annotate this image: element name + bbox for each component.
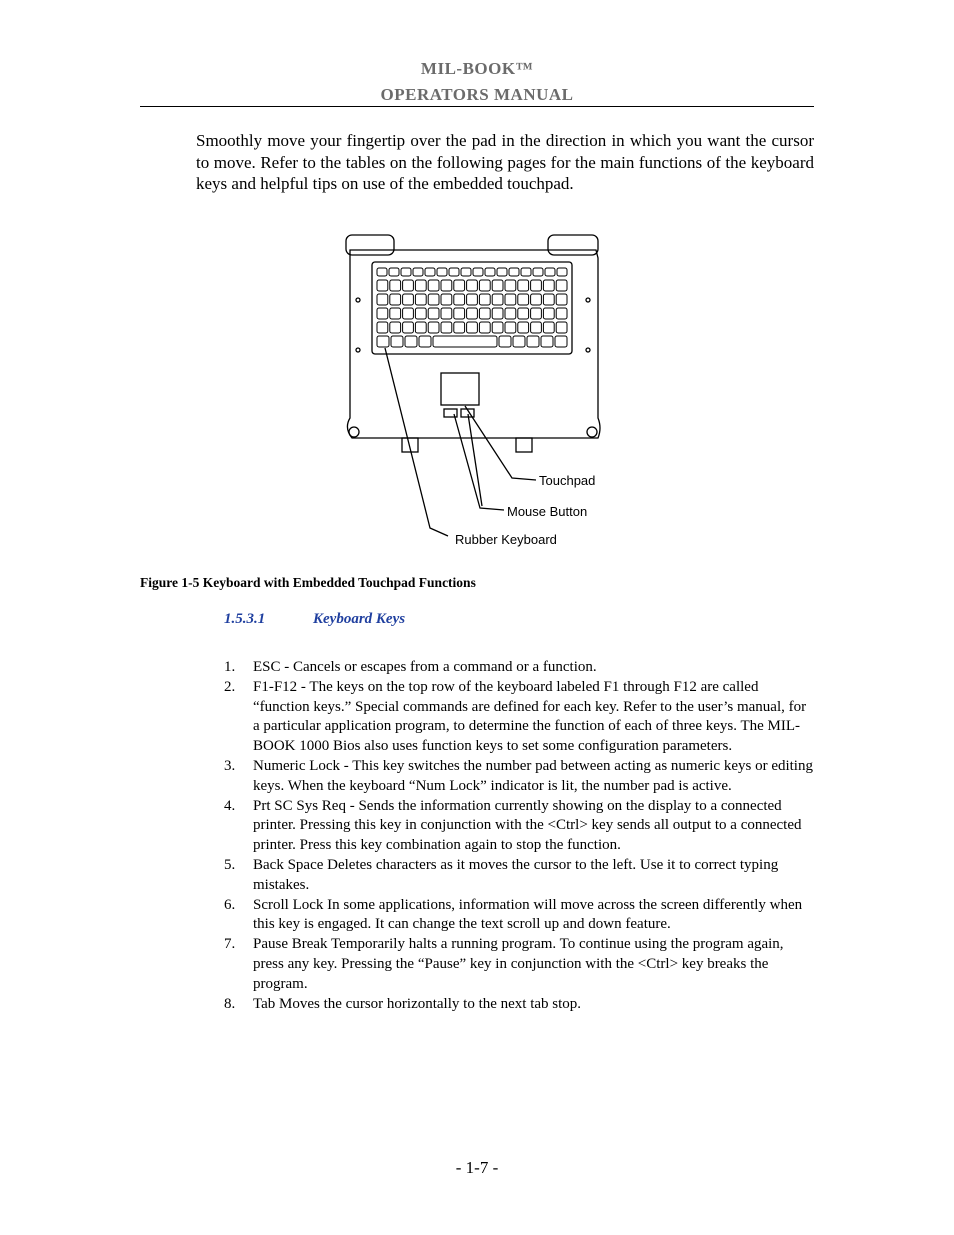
- key: [555, 336, 567, 347]
- touchpad-label: Touchpad: [539, 473, 596, 488]
- key: [401, 268, 411, 276]
- list-item-text: Pause Break Temporarily halts a running program. To continue using the program again, press any key. Pressing the “Pause” key in conjunction with the <Ctrl> key breaks the program.: [253, 936, 784, 992]
- key: [556, 322, 567, 333]
- list-item-text: Prt SC Sys Req - Sends the information currently showing on the display to a connected printer. Pressing this key in conjunction with the <Ctrl> key sends all output to a connected printer. Press this key combination again to stop the function.: [253, 797, 802, 854]
- key: [518, 294, 529, 305]
- rubber-keyboard-leader: [385, 348, 448, 536]
- keyboard-illustration: [330, 228, 620, 558]
- key: [541, 336, 553, 347]
- key: [437, 268, 447, 276]
- list-item: [224, 856, 814, 896]
- key: [505, 294, 516, 305]
- connector: [516, 438, 532, 452]
- key: [543, 280, 554, 291]
- intro-paragraph: Smoothly move your fingertip over the pad in the direction in which you want the cursor to move. Refer to the tables on the following pages for the main functions of the keyboard keys and helpful tips on use of the embedded touchpad.: [196, 131, 814, 193]
- section-number: 1.5.3.1: [224, 611, 266, 627]
- key: [461, 268, 471, 276]
- key: [521, 268, 531, 276]
- key: [415, 322, 426, 333]
- rubber-keyboard-label: Rubber Keyboard: [455, 532, 557, 547]
- foot: [349, 427, 359, 437]
- key: [505, 322, 516, 333]
- key: [413, 268, 423, 276]
- header-product-name: MIL-BOOK™: [420, 59, 534, 78]
- key: [499, 336, 511, 347]
- list-item-number: 5.: [224, 856, 236, 873]
- list-item-number: 8.: [224, 995, 236, 1012]
- key: [441, 322, 452, 333]
- list-item: [224, 678, 814, 757]
- key: [505, 280, 516, 291]
- list-item: [224, 935, 814, 994]
- key: [527, 336, 539, 347]
- screw: [356, 348, 360, 352]
- key: [389, 268, 399, 276]
- list-item-text: Scroll Lock In some applications, information will move across the screen differently when this key is engaged. It can change the text scroll up and down feature.: [253, 896, 803, 933]
- page-header: [140, 56, 814, 108]
- key: [492, 322, 503, 333]
- key: [505, 308, 516, 319]
- header-manual-title: OPERATORS MANUAL: [380, 85, 574, 104]
- list-item-text: Numeric Lock - This key switches the number pad between acting as numeric keys or editing keys. When the keyboard “Num Lock” indicator is lit, the number pad is active.: [253, 757, 813, 794]
- key: [454, 308, 465, 319]
- key: [531, 322, 542, 333]
- key: [454, 294, 465, 305]
- key: [497, 268, 507, 276]
- key: [531, 280, 542, 291]
- key: [467, 280, 478, 291]
- list-item-text: ESC - Cancels or escapes from a command or a function.: [253, 659, 597, 675]
- touchpad-surface: [441, 373, 479, 405]
- key: [415, 294, 426, 305]
- list-item-number: 1.: [224, 659, 236, 675]
- key: [377, 336, 389, 347]
- key: [403, 322, 414, 333]
- key: [403, 280, 414, 291]
- foot: [587, 427, 597, 437]
- key: [403, 308, 414, 319]
- key: [377, 280, 388, 291]
- screw: [586, 348, 590, 352]
- key: [415, 308, 426, 319]
- key: [377, 294, 388, 305]
- key: [492, 308, 503, 319]
- key: [556, 308, 567, 319]
- key-grid: [377, 268, 567, 347]
- key: [533, 268, 543, 276]
- section-heading: [224, 611, 405, 628]
- key: [543, 294, 554, 305]
- key: [543, 308, 554, 319]
- screw: [586, 298, 590, 302]
- key: [441, 294, 452, 305]
- list-item: [224, 658, 814, 678]
- space-bar: [433, 336, 497, 347]
- list-item-number: 7.: [224, 936, 236, 953]
- list-item: [224, 896, 814, 936]
- key: [428, 280, 439, 291]
- key: [557, 268, 567, 276]
- keyboard-keys-list: [224, 658, 814, 1014]
- key: [556, 294, 567, 305]
- key: [425, 268, 435, 276]
- key: [390, 294, 401, 305]
- list-item-text: Back Space Deletes characters as it moves the cursor to the left. Use it to correct typing mistakes.: [253, 856, 779, 893]
- list-item-number: 6.: [224, 896, 236, 913]
- key: [556, 280, 567, 291]
- key: [479, 294, 490, 305]
- key: [390, 308, 401, 319]
- key: [441, 280, 452, 291]
- list-item: [224, 797, 814, 856]
- key: [473, 268, 483, 276]
- key: [492, 294, 503, 305]
- mouse-button-label: Mouse Button: [507, 504, 588, 519]
- list-item: [224, 995, 814, 1015]
- key: [518, 280, 529, 291]
- key: [377, 308, 388, 319]
- list-item-number: 3.: [224, 757, 236, 774]
- key: [479, 322, 490, 333]
- key: [518, 322, 529, 333]
- key: [390, 280, 401, 291]
- list-item: [224, 757, 814, 797]
- key: [513, 336, 525, 347]
- key: [485, 268, 495, 276]
- key: [419, 336, 431, 347]
- key: [518, 308, 529, 319]
- key: [543, 322, 554, 333]
- key: [428, 322, 439, 333]
- right-hinge: [548, 235, 598, 255]
- key: [454, 322, 465, 333]
- header-divider: [140, 106, 814, 107]
- page-number: - 1-7 -: [455, 1158, 499, 1177]
- key: [415, 280, 426, 291]
- key: [449, 268, 459, 276]
- list-item-number: 2.: [224, 678, 236, 695]
- touchpad-leader: [465, 406, 536, 480]
- key: [467, 322, 478, 333]
- key: [454, 280, 465, 291]
- key: [377, 322, 388, 333]
- list-item-number: 4.: [224, 797, 236, 814]
- key: [391, 336, 403, 347]
- key: [545, 268, 555, 276]
- left-hinge: [346, 235, 394, 255]
- key: [467, 294, 478, 305]
- screw: [356, 298, 360, 302]
- key: [531, 294, 542, 305]
- key: [428, 308, 439, 319]
- key: [405, 336, 417, 347]
- key: [441, 308, 452, 319]
- key: [479, 280, 490, 291]
- key: [377, 268, 387, 276]
- key: [467, 308, 478, 319]
- list-item-text: Tab Moves the cursor horizontally to the next tab stop.: [253, 995, 582, 1012]
- figure-caption: Figure 1-5 Keyboard with Embedded Touchpad Functions: [140, 575, 476, 590]
- key: [479, 308, 490, 319]
- key: [390, 322, 401, 333]
- section-title: Keyboard Keys: [313, 611, 406, 627]
- keyboard-figure: [330, 228, 620, 558]
- key: [531, 308, 542, 319]
- list-item-text: F1-F12 - The keys on the top row of the keyboard labeled F1 through F12 are called “function keys.” Special commands are defined for each key. Refer to the user’s manual, for a particular application program, to determine the function of each of three keys. The MIL-BOOK 1000 Bios also uses function keys to set some configuration parameters.: [253, 678, 807, 755]
- key: [428, 294, 439, 305]
- key: [403, 294, 414, 305]
- key: [492, 280, 503, 291]
- key: [509, 268, 519, 276]
